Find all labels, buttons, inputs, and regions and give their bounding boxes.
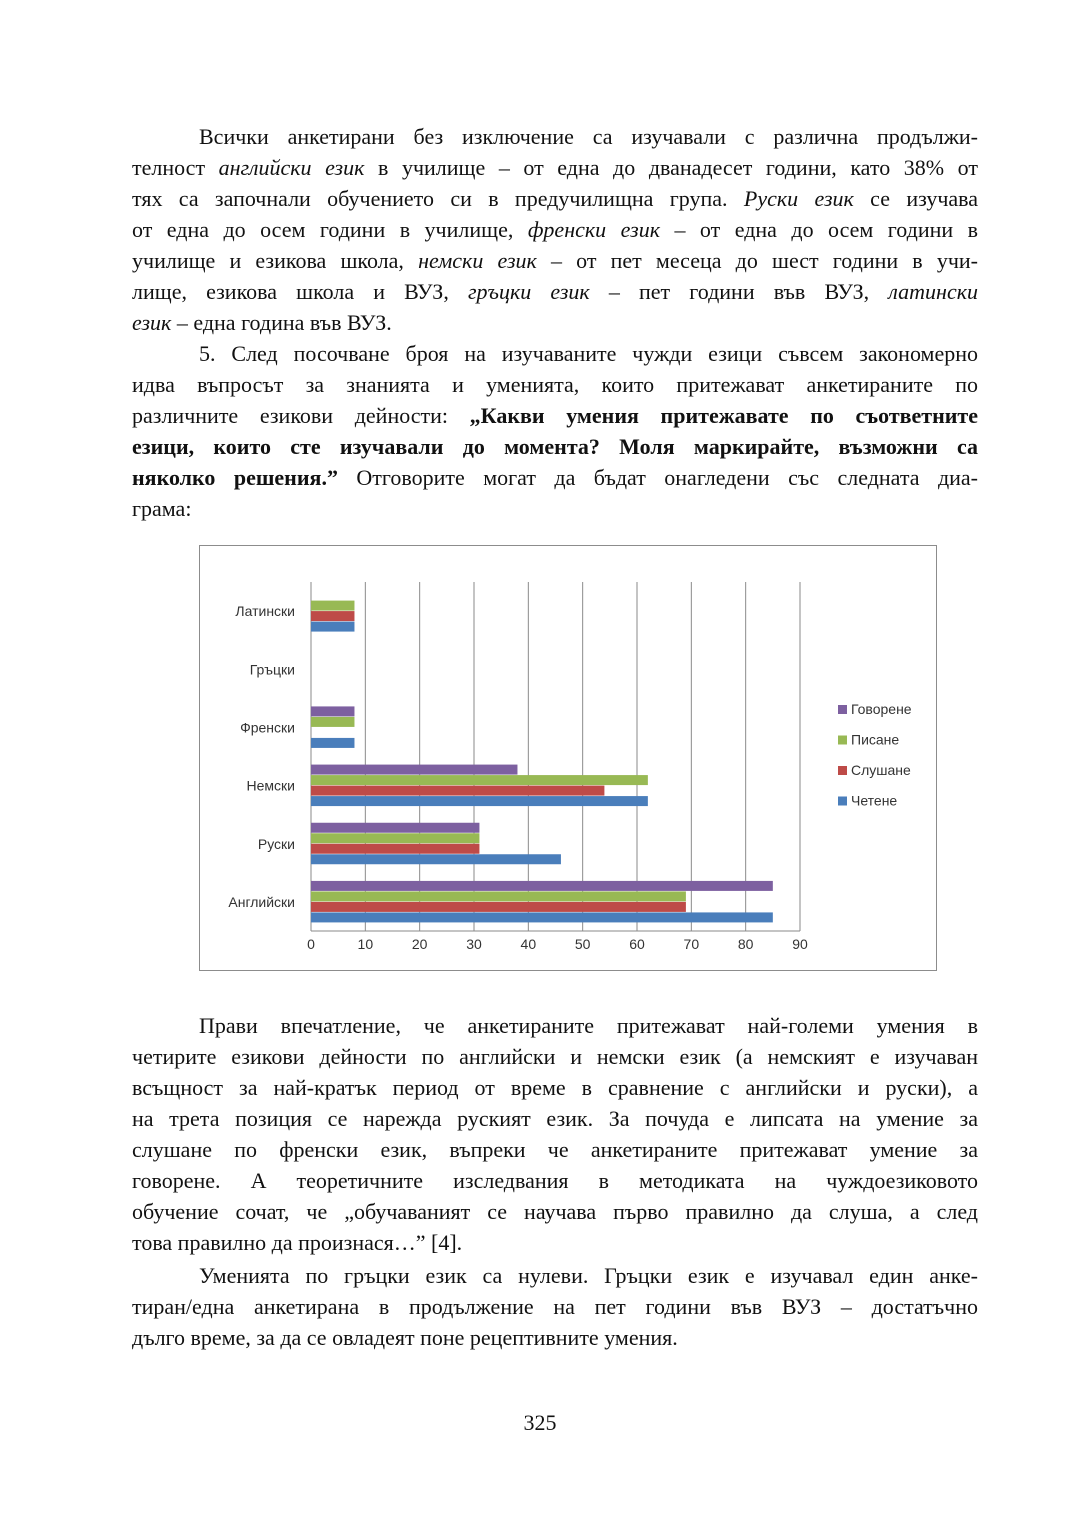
y-tick-label: Английски <box>228 893 295 910</box>
bar <box>311 891 686 901</box>
paragraph-3 <box>132 1010 978 1258</box>
bar <box>311 796 648 806</box>
bar-chart-svg <box>200 546 936 970</box>
bar <box>311 912 773 922</box>
text-line: лище, езикова школа и ВУЗ, гръцки език – пет години във ВУЗ, латински <box>132 279 978 304</box>
x-tick-label: 50 <box>574 936 591 952</box>
bar <box>311 786 604 796</box>
text-line: няколко решения.” Отговорите могат да бъдат онагледени със следната диа- <box>132 465 979 490</box>
text-line: четирите езикови дейности по английски и немски език (а немският е изучаван <box>132 1044 978 1069</box>
legend-swatch <box>838 797 847 806</box>
text-line: език – една година във ВУЗ. <box>132 310 392 335</box>
paragraph-1 <box>132 121 978 338</box>
legend-swatch <box>838 705 847 714</box>
text-line: тях са започнали обучението си в предучилищна група. Руски език се изучава <box>132 186 979 211</box>
legend-label: Писане <box>851 731 900 748</box>
bar <box>311 611 354 621</box>
text-line: идва въпросът за знанията и уменията, които притежават анкетираните по <box>132 372 978 397</box>
text-line: езици, които сте изучавали до момента? Моля маркирайте, възможни са <box>132 434 978 459</box>
bar <box>311 765 517 775</box>
x-tick-label: 0 <box>307 936 315 952</box>
paragraph-4 <box>132 1260 978 1353</box>
text-line: училище и езикова школа, немски език – от пет месеца до шест години в учи- <box>132 248 979 273</box>
legend-label: Четене <box>851 792 898 809</box>
bar <box>311 902 686 912</box>
text-line: говорене. А теоретичните изследвания в методиката на чуждоезиковото <box>132 1168 978 1193</box>
bar <box>311 622 354 632</box>
y-tick-label: Руски <box>257 835 295 852</box>
text-line: обучение сочат, че „обучаваният се научава първо правилно да слуша, а след <box>132 1199 978 1224</box>
bar <box>311 601 354 611</box>
text-line: Уменията по гръцки език са нулеви. Гръцки език е изучавал един анке- <box>199 1263 978 1288</box>
bar <box>311 823 479 833</box>
bar-chart <box>199 545 937 971</box>
bar <box>311 833 479 843</box>
text-line: дълго време, за да се овладеят поне рецептивните умения. <box>132 1325 678 1350</box>
x-tick-label: 30 <box>466 936 482 952</box>
x-tick-label: 40 <box>520 936 537 952</box>
legend-label: Слушане <box>851 762 911 778</box>
text-line: слушане по френски език, въпреки че анкетираните притежават умение за <box>132 1137 978 1162</box>
text-line: грама: <box>132 496 192 521</box>
x-tick-label: 70 <box>683 936 700 952</box>
paragraph-2 <box>132 338 978 524</box>
text-line: всъщност за най-кратък период от време в сравнение с английски и руски), а <box>132 1075 978 1100</box>
text-line: Всички анкетирани без изключение са изучавали с различна продължи- <box>199 124 978 149</box>
y-tick-label: Немски <box>246 777 295 794</box>
text-line: от една до осем години в училище, френски език – от една до осем години в <box>132 217 978 242</box>
bar <box>311 844 479 854</box>
x-tick-label: 90 <box>792 936 808 952</box>
bar <box>311 738 354 748</box>
y-tick-label: Латински <box>235 603 295 620</box>
text-line: 5. След посочване броя на изучаваните чужди езици съвсем закономерно <box>199 341 978 366</box>
legend-swatch <box>838 766 847 775</box>
bar <box>311 775 648 785</box>
y-tick-label: Френски <box>240 719 295 736</box>
text-line: Прави впечатление, че анкетираните притежават най-големи умения в <box>199 1013 978 1038</box>
legend-label: Говорене <box>851 701 912 717</box>
legend-swatch <box>838 736 847 745</box>
y-tick-label: Гръцки <box>249 661 295 678</box>
text-line: на трета позиция се нарежда руският език. За почуда е липсата на умение за <box>132 1106 978 1131</box>
bar <box>311 706 354 716</box>
x-tick-label: 60 <box>629 936 645 952</box>
bar <box>311 881 773 891</box>
bar <box>311 854 561 864</box>
page-number: 325 <box>523 1410 557 1435</box>
x-tick-label: 80 <box>737 936 754 952</box>
text-line: различните езикови дейности: „Какви умения притежавате по съответните <box>132 403 978 428</box>
text-line: тиран/една анкетирана в продължение на пет години във ВУЗ – достатъчно <box>132 1294 978 1319</box>
x-tick-label: 20 <box>411 936 428 952</box>
x-tick-label: 10 <box>357 936 374 952</box>
text-line: телност английски език в училище – от една до дванадесет години, като 38% от <box>132 155 978 180</box>
bar <box>311 717 354 727</box>
text-line: това правилно да произнася…” [4]. <box>132 1230 463 1255</box>
